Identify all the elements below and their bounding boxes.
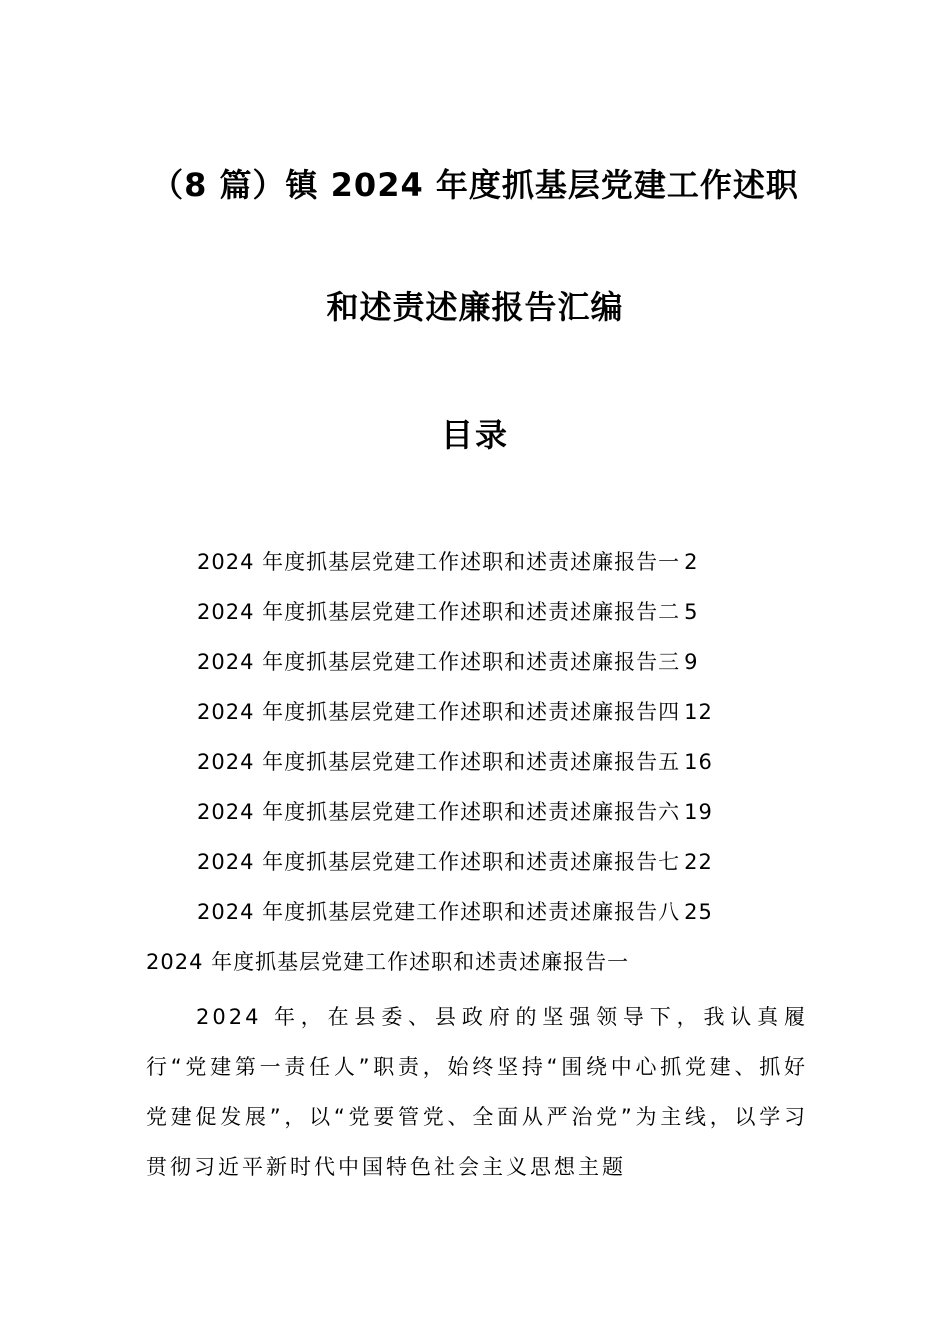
toc-entry-label: 2024 年度抓基层党建工作述职和述责述廉报告七 xyxy=(197,850,681,874)
toc-entry-label: 2024 年度抓基层党建工作述职和述责述廉报告五 xyxy=(197,750,681,774)
toc-entry[interactable] xyxy=(197,542,797,592)
toc-entry[interactable] xyxy=(197,892,797,942)
body-paragraph: 2024 年，在县委、县政府的坚强领导下，我认真履行“党建第一责任人”职责，始终坚持“围绕中心抓党建、抓好党建促发展”，以“党要管党、全面从严治党”为主线，以学习贯彻习近平新时代中国特色社会主义思想主题 xyxy=(146,1005,808,1179)
toc-entry-page: 5 xyxy=(684,600,699,624)
table-of-contents xyxy=(197,542,797,942)
toc-heading: 目录 xyxy=(440,416,509,454)
section-heading: 2024 年度抓基层党建工作述职和述责述廉报告一 xyxy=(146,950,630,974)
toc-entry[interactable] xyxy=(197,592,797,642)
toc-entry-page: 16 xyxy=(684,750,713,774)
toc-entry-label: 2024 年度抓基层党建工作述职和述责述廉报告三 xyxy=(197,650,681,674)
toc-entry-label: 2024 年度抓基层党建工作述职和述责述廉报告一 xyxy=(197,550,681,574)
toc-entry-label: 2024 年度抓基层党建工作述职和述责述廉报告六 xyxy=(197,800,681,824)
toc-entry-page: 12 xyxy=(684,700,713,724)
document-title-line2: 和述责述廉报告汇编 xyxy=(326,288,624,326)
toc-entry[interactable] xyxy=(197,742,797,792)
toc-entry-label: 2024 年度抓基层党建工作述职和述责述廉报告二 xyxy=(197,600,681,624)
toc-entry[interactable] xyxy=(197,642,797,692)
toc-entry-page: 19 xyxy=(684,800,713,824)
toc-entry-label: 2024 年度抓基层党建工作述职和述责述廉报告四 xyxy=(197,700,681,724)
toc-entry-page: 2 xyxy=(684,550,699,574)
toc-entry[interactable] xyxy=(197,692,797,742)
toc-entry-page: 22 xyxy=(684,850,713,874)
toc-entry[interactable] xyxy=(197,842,797,892)
toc-entry[interactable] xyxy=(197,792,797,842)
toc-entry-page: 9 xyxy=(684,650,699,674)
document-title-line1: （8 篇）镇 2024 年度抓基层党建工作述职 xyxy=(151,166,799,204)
toc-entry-label: 2024 年度抓基层党建工作述职和述责述廉报告八 xyxy=(197,900,681,924)
toc-entry-page: 25 xyxy=(684,900,713,924)
